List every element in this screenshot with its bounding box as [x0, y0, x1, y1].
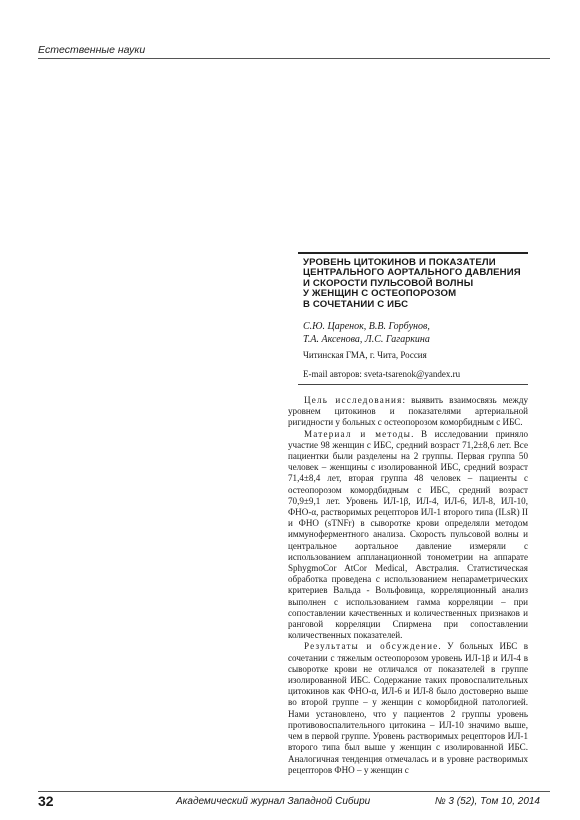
title-line: У ЖЕНЩИН С ОСТЕОПОРОЗОМ: [303, 288, 457, 300]
methods-label: Материал и методы: [304, 428, 412, 439]
authors-line: С.Ю. Царенок, В.В. Горбунов,: [303, 321, 430, 332]
title-line: И СКОРОСТИ ПУЛЬСОВОЙ ВОЛНЫ: [303, 277, 474, 289]
article-email: E-mail авторов: sveta-tsarenok@yandex.ru: [303, 369, 461, 379]
header-divider: [38, 58, 550, 59]
title-top-rule: [298, 252, 528, 254]
aim-label: Цель исследования: [304, 395, 403, 405]
running-header-section: Естественные науки: [38, 44, 146, 56]
article-authors: [303, 320, 430, 346]
results-label: Результаты и обсуждение: [304, 641, 439, 652]
page-number: 32: [38, 793, 54, 809]
abstract-results: [288, 641, 528, 775]
authors-line: Т.А. Аксенова, Л.С. Гагаркина: [303, 334, 430, 345]
title-line: ЦЕНТРАЛЬНОГО АОРТАЛЬНОГО ДАВЛЕНИЯ: [303, 267, 521, 279]
abstract-methods: [288, 429, 528, 642]
abstract-aim: [288, 395, 528, 429]
abstract-top-rule: [298, 384, 528, 385]
aim-text: : выявить взаимосвязь между уровнем цитокинов и показателями артериальной ригидности у больных с остеопорозом коморбидным с ИБС.: [288, 395, 528, 428]
issue-info: № 3 (52), Том 10, 2014: [434, 796, 540, 807]
footer-divider: [38, 791, 550, 792]
methods-text: . В исследовании приняло участие 98 женщин с ИБС, средний возраст 71,2±8,6 лет. Все пациентки были разделены на 2 группы. Первая группа 50 человек – женщины с изолированной ИБС, средний возраст 71,4±8,4 лет, вторая группа 48 человек – пациенты с остеопорозом комордбидным с ИБС, средний возраст 70,9±9,1 лет. Уровень ИЛ-1β, ИЛ-4, ИЛ-6, ИЛ-8, ИЛ-10, ФНО-α, растворимых рецепторов ИЛ-1 второго типа (ILsR) II и ФНО (sTNFr) в сыворотке крови определяли методом иммуноферментного анализа. Скорость пульсовой волны и центральное аортальное давление измеряли с использованием аппланационной тонометрии на аппарате SphygmoCor AtCor Medical, Австралия. Статистическая обработка проведена с использованием непараметрических критериев Вальда - Вольфовица, корреляционный анализ выполнен с использованием гамма корреляции – при сопоставлении качественных и количественных признаков и ранговой корреляции Спирмена при сопоставлении количественных показателей.: [288, 428, 529, 641]
results-text: . У больных ИБС в сочетании с тяжелым остеопорозом уровень ИЛ-1β и ИЛ-4 в сыворотке крови не отличался от показателей в группе изолированной ИБС. Содержание таких провоспалительных цитокинов как ФНО-α, ИЛ-6 и ИЛ-8 было достоверно выше во второй группе – у женщин с коморбидной патологией. Нами установлено, что у пациентов 2 группы уровень противовоспалительного цитокина – ИЛ-10 значимо выше, чем в первой группе. Уровень растворимых рецепторов ИЛ-1 второго типа был выше у женщин с изолированной ИБС. Аналогичная тенденция отмечалась и в уровне растворимых рецепторов ФНО – у женщин с: [288, 641, 528, 775]
abstract: [288, 395, 528, 776]
journal-name: Академический журнал Западной Сибири: [176, 796, 371, 807]
article-affiliation: Читинская ГМА, г. Чита, Россия: [303, 350, 427, 360]
title-line: В СОЧЕТАНИИ С ИБС: [303, 298, 409, 310]
article-title: [303, 258, 533, 310]
title-line: УРОВЕНЬ ЦИТОКИНОВ И ПОКАЗАТЕЛИ: [303, 257, 496, 268]
